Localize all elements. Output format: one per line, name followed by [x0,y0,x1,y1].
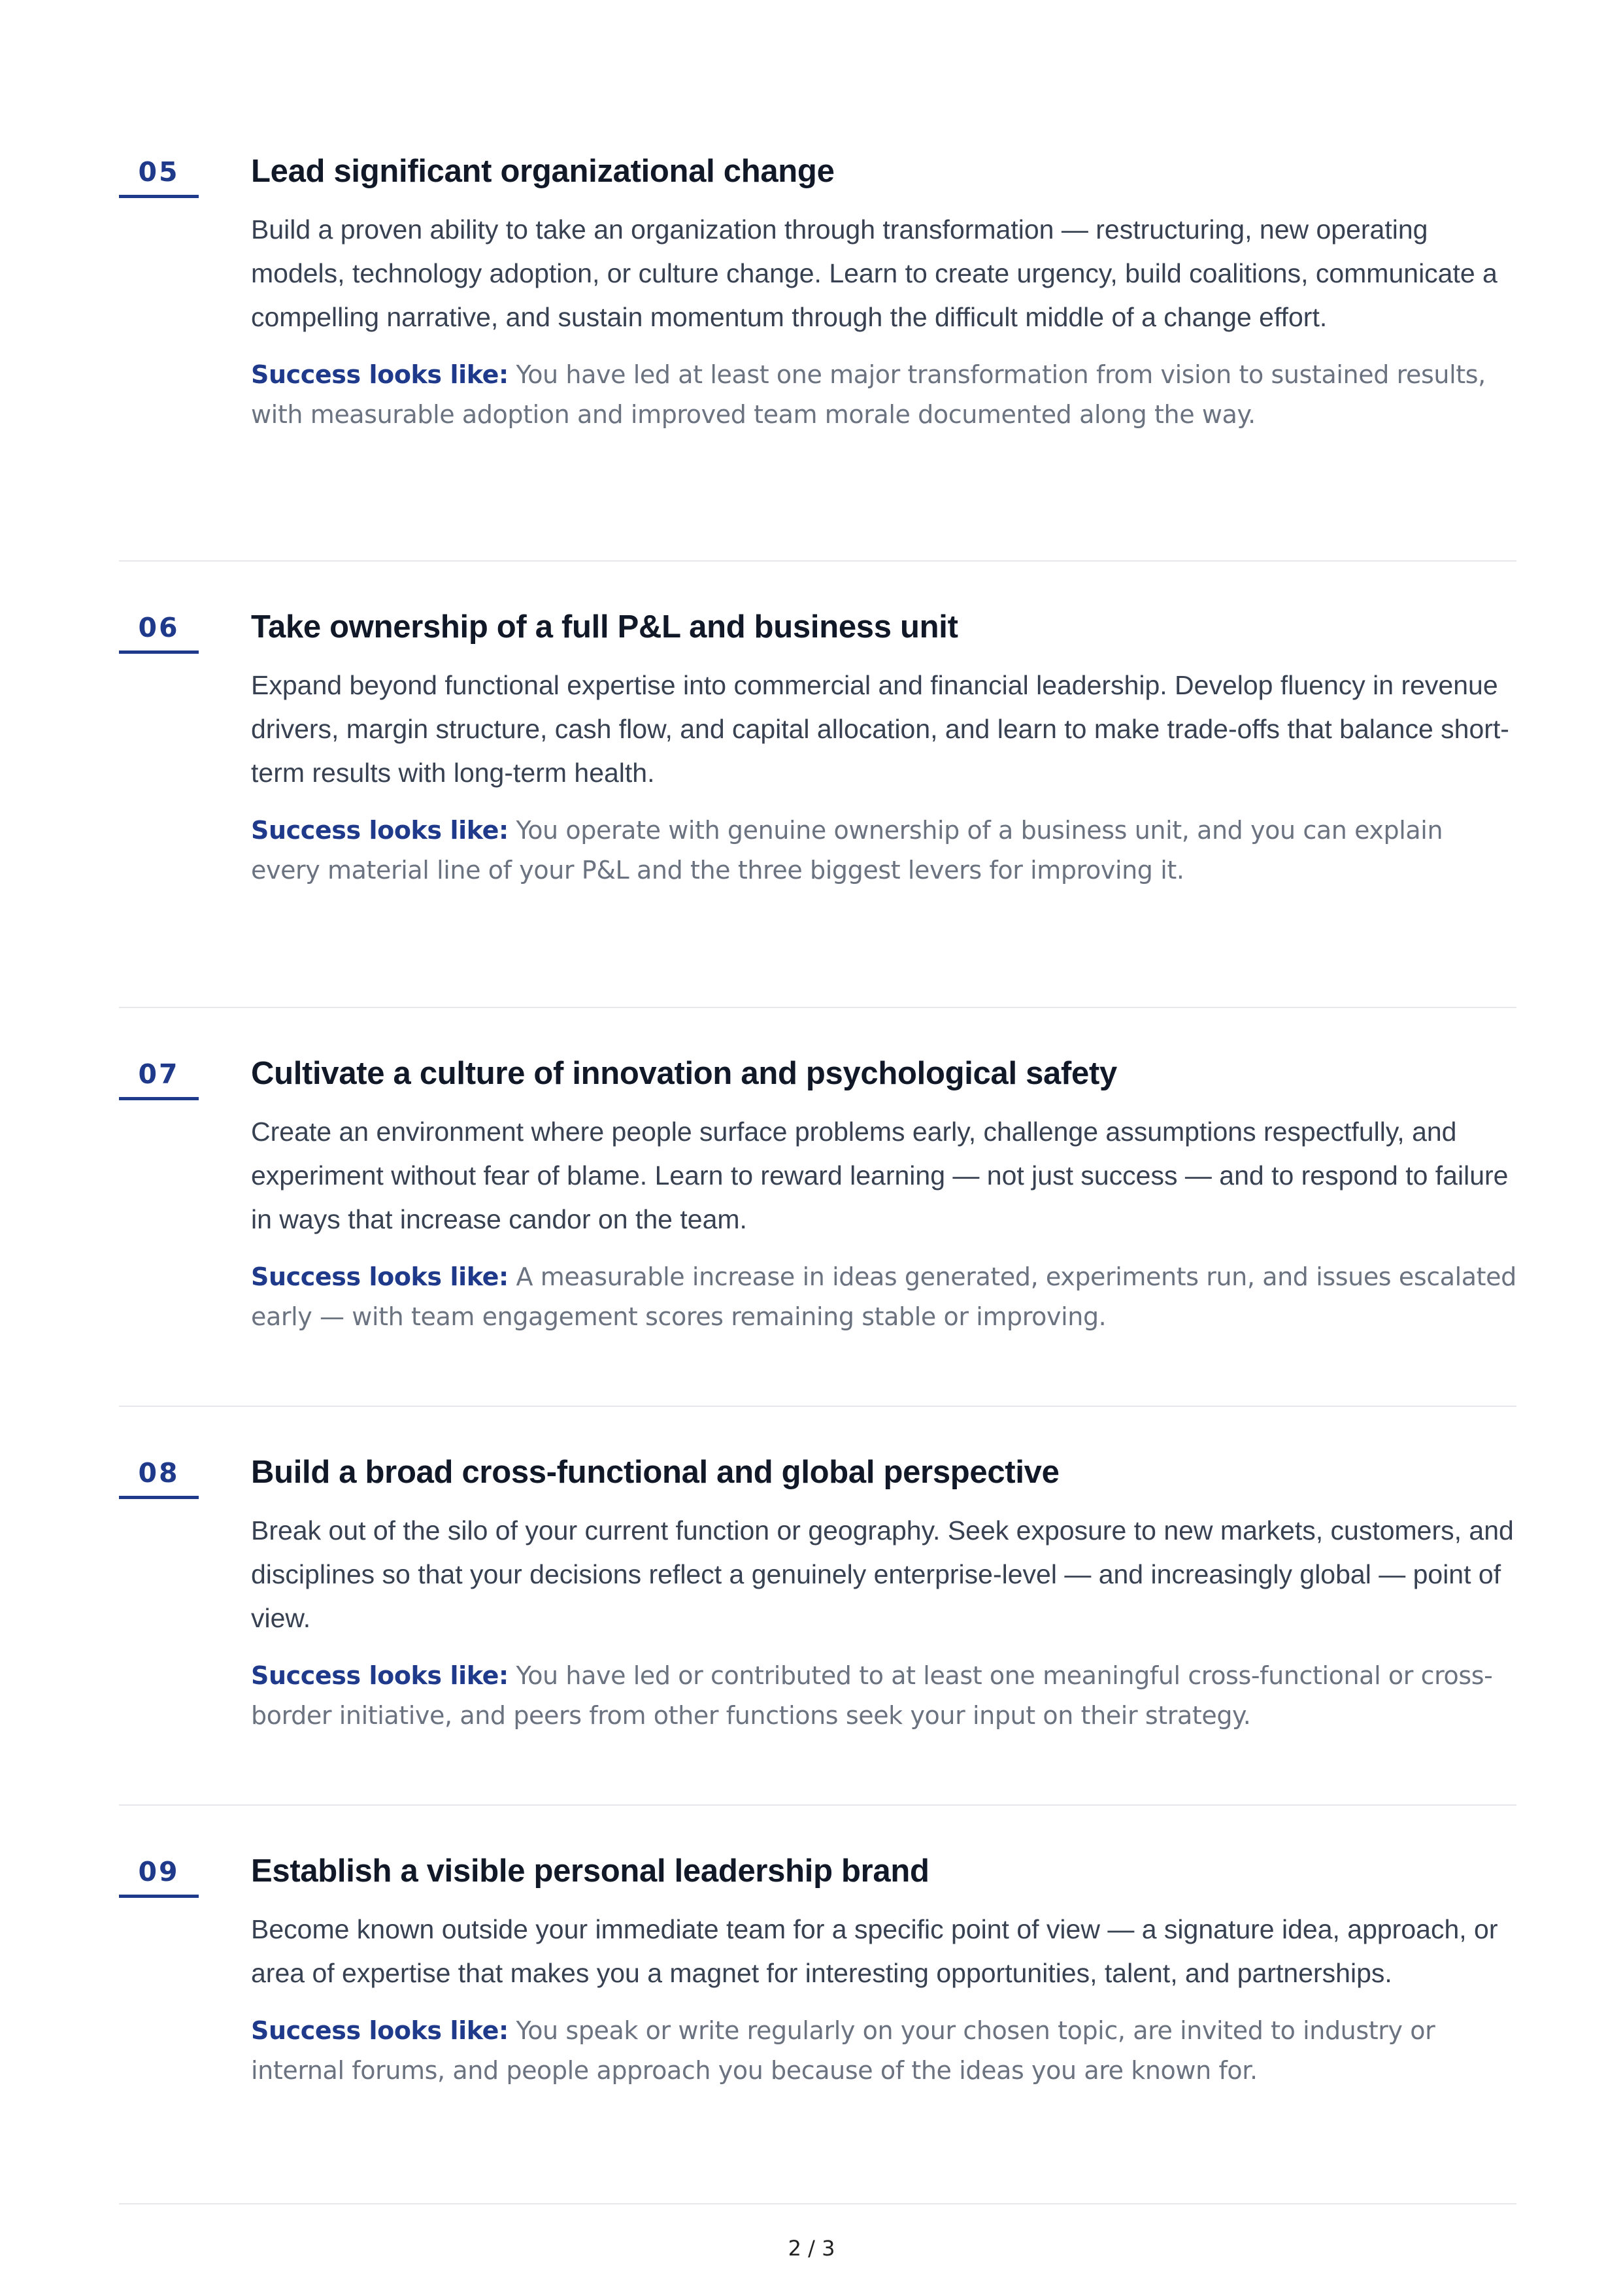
goal-content [251,1053,1516,1337]
goal-success-criteria [251,2011,1516,2091]
goal-item [119,1053,1516,1407]
success-label: Success looks like: [251,360,509,389]
success-text: You speak or write regularly on your chosen topic, are invited to industry or internal forums, and people approach you because of the ideas you are known for. [251,2016,1435,2085]
goal-number-underline [119,1895,199,1898]
success-text: You operate with genuine ownership of a business unit, and you can explain every material line of your P&L and the three biggest levers for improving it. [251,816,1443,885]
goal-success-criteria [251,1656,1516,1736]
goal-description: Create an environment where people surface problems early, challenge assumptions respectfully, and experiment without fear of blame. Learn to reward learning — not just success — and to respond to failure in ways that increase candor on the team. [251,1117,1509,1234]
success-label: Success looks like: [251,1262,509,1291]
goal-number-marker [119,1855,199,1898]
goal-title: Establish a visible personal leadership brand [251,1853,929,1889]
goal-title: Lead significant organizational change [251,154,835,189]
goal-number: 07 [138,1058,180,1090]
page-indicator: 2 / 3 [788,2236,835,2261]
goal-number-marker [119,156,199,198]
goal-item [119,150,1516,562]
goal-number-marker [119,611,199,654]
goal-number-underline [119,1496,199,1499]
goal-success-criteria [251,355,1516,435]
success-label: Success looks like: [251,2016,509,2045]
success-text: You have led or contributed to at least one meaningful cross-functional or cross-border initiative, and peers from other functions seek your input on their strategy. [251,1661,1493,1730]
goal-item [119,606,1516,1008]
goal-number-marker [119,1457,199,1499]
goal-number-underline [119,1097,199,1100]
goal-title: Take ownership of a full P&L and business unit [251,609,958,645]
goal-success-criteria [251,811,1516,890]
goal-description: Become known outside your immediate team for a specific point of view — a signature idea, approach, or area of expertise that makes you a magnet for interesting opportunities, talent, and partnerships. [251,1914,1498,1988]
goals-list [119,150,1516,2204]
goal-item [119,1850,1516,2204]
success-label: Success looks like: [251,1661,509,1690]
success-text: You have led at least one major transformation from vision to sustained results, with measurable adoption and improved team morale documented along the way. [251,360,1486,429]
goal-content [251,1850,1516,2091]
goal-number-underline [119,195,199,198]
goal-number: 09 [138,1856,180,1887]
success-text: A measurable increase in ideas generated, experiments run, and issues escalated early — with team engagement scores remaining stable or improving. [251,1262,1516,1331]
goal-number: 06 [138,612,180,643]
goal-content [251,606,1516,890]
goal-number-underline [119,650,199,654]
goal-number-marker [119,1058,199,1100]
goal-success-criteria [251,1257,1516,1337]
goal-title: Build a broad cross-functional and global perspective [251,1455,1060,1490]
goal-number: 05 [138,156,180,188]
goal-description: Break out of the silo of your current function or geography. Seek exposure to new markets, customers, and disciplines so that your decisions reflect a genuinely enterprise-level — and increasingly global — point of view. [251,1515,1514,1633]
goal-content [251,150,1516,435]
goal-title: Cultivate a culture of innovation and psychological safety [251,1056,1117,1091]
goal-item [119,1451,1516,1806]
goal-description: Expand beyond functional expertise into commercial and financial leadership. Develop fluency in revenue drivers, margin structure, cash flow, and capital allocation, and learn to make trade-offs that balance short-term results with long-term health. [251,670,1509,788]
goal-description: Build a proven ability to take an organization through transformation — restructuring, new operating models, technology adoption, or culture change. Learn to create urgency, build coalitions, communicate a compelling narrative, and sustain momentum through the difficult middle of a change effort. [251,214,1498,332]
goal-number: 08 [138,1457,180,1489]
success-label: Success looks like: [251,816,509,845]
goal-content [251,1451,1516,1736]
